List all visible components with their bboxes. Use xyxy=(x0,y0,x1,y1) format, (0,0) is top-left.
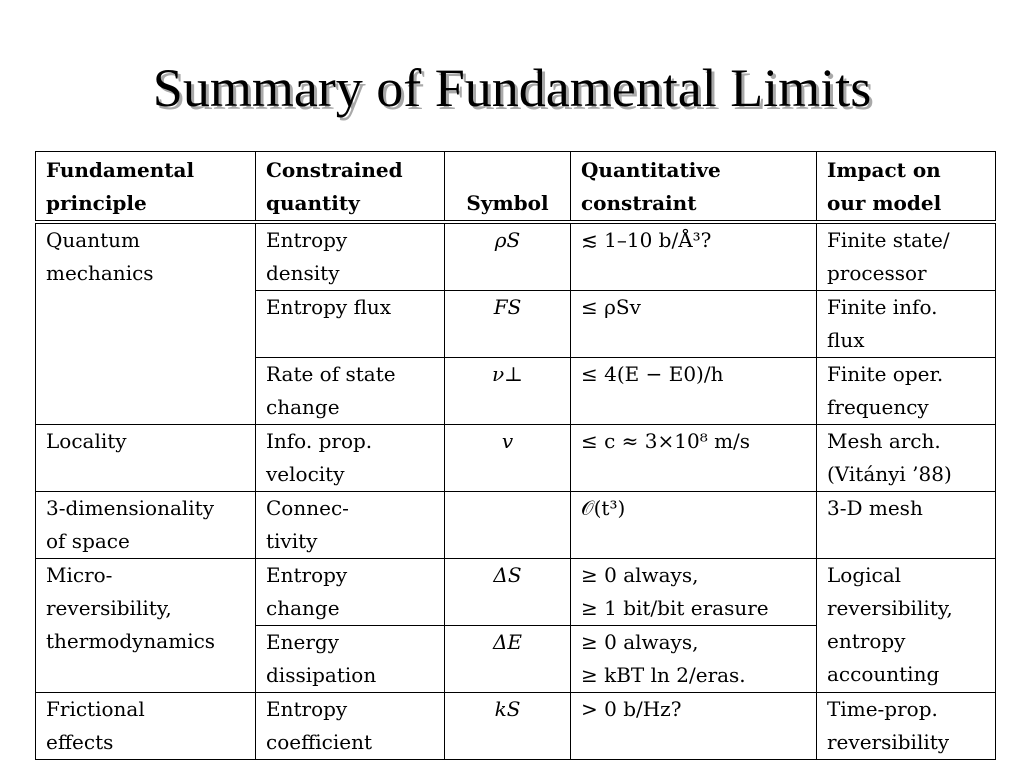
impact-cell: Time-prop. reversibility xyxy=(817,692,996,759)
table-row xyxy=(36,424,996,491)
table-row xyxy=(36,558,996,625)
symbol-cell: v xyxy=(445,424,571,491)
symbol-cell: ΔS xyxy=(445,558,571,625)
constraint-cell: 𝒪(t³) xyxy=(571,491,817,558)
symbol-cell: ρS xyxy=(445,222,571,291)
quantity-cell: Entropy density xyxy=(256,222,445,291)
table-row xyxy=(36,491,996,558)
impact-cell: 3-D mesh xyxy=(817,491,996,558)
quantity-cell: Rate of state change xyxy=(256,357,445,424)
slide-title: Summary of Fundamental Limits xyxy=(152,58,872,118)
table-row xyxy=(36,222,996,291)
constraint-cell: ≥ 0 always, ≥ kBT ln 2/eras. xyxy=(571,625,817,692)
quantity-cell: Energy dissipation xyxy=(256,625,445,692)
symbol-cell: FS xyxy=(445,290,571,357)
principle-locality: Locality xyxy=(36,424,256,491)
principle-space: 3-dimensionality of space xyxy=(36,491,256,558)
limits-table xyxy=(35,151,996,760)
symbol-cell xyxy=(445,491,571,558)
impact-thermodynamics: Logical reversibility, entropy accounting xyxy=(817,558,996,692)
constraint-cell: ≤ 4(E − E0)/h xyxy=(571,357,817,424)
table-header-row xyxy=(36,152,996,222)
header-symbol: Symbol xyxy=(445,152,571,222)
symbol-cell: ν⊥ xyxy=(445,357,571,424)
symbol-cell: ΔE xyxy=(445,625,571,692)
header-quantity: Constrained quantity xyxy=(256,152,445,222)
header-principle: Fundamental principle xyxy=(36,152,256,222)
constraint-cell: ≤ ρSv xyxy=(571,290,817,357)
quantity-cell: Entropy coefficient xyxy=(256,692,445,759)
constraint-cell: ≤ c ≈ 3×10⁸ m/s xyxy=(571,424,817,491)
symbol-cell: kS xyxy=(445,692,571,759)
quantity-cell: Connec- tivity xyxy=(256,491,445,558)
header-impact: Impact on our model xyxy=(817,152,996,222)
quantity-cell: Entropy change xyxy=(256,558,445,625)
header-constraint: Quantitative constraint xyxy=(571,152,817,222)
quantity-cell: Info. prop. velocity xyxy=(256,424,445,491)
constraint-cell: ≲ 1–10 b/Å³? xyxy=(571,222,817,291)
impact-cell: Finite oper. frequency xyxy=(817,357,996,424)
principle-friction: Frictional effects xyxy=(36,692,256,759)
quantity-cell: Entropy flux xyxy=(256,290,445,357)
impact-cell: Finite state/ processor xyxy=(817,222,996,291)
table-row xyxy=(36,692,996,759)
principle-quantum: Quantum mechanics xyxy=(36,222,256,425)
impact-cell: Finite info. flux xyxy=(817,290,996,357)
principle-thermodynamics: Micro- reversibility, thermodynamics xyxy=(36,558,256,692)
impact-cell: Mesh arch. (Vitányi ’88) xyxy=(817,424,996,491)
constraint-cell: > 0 b/Hz? xyxy=(571,692,817,759)
constraint-cell: ≥ 0 always, ≥ 1 bit/bit erasure xyxy=(571,558,817,625)
